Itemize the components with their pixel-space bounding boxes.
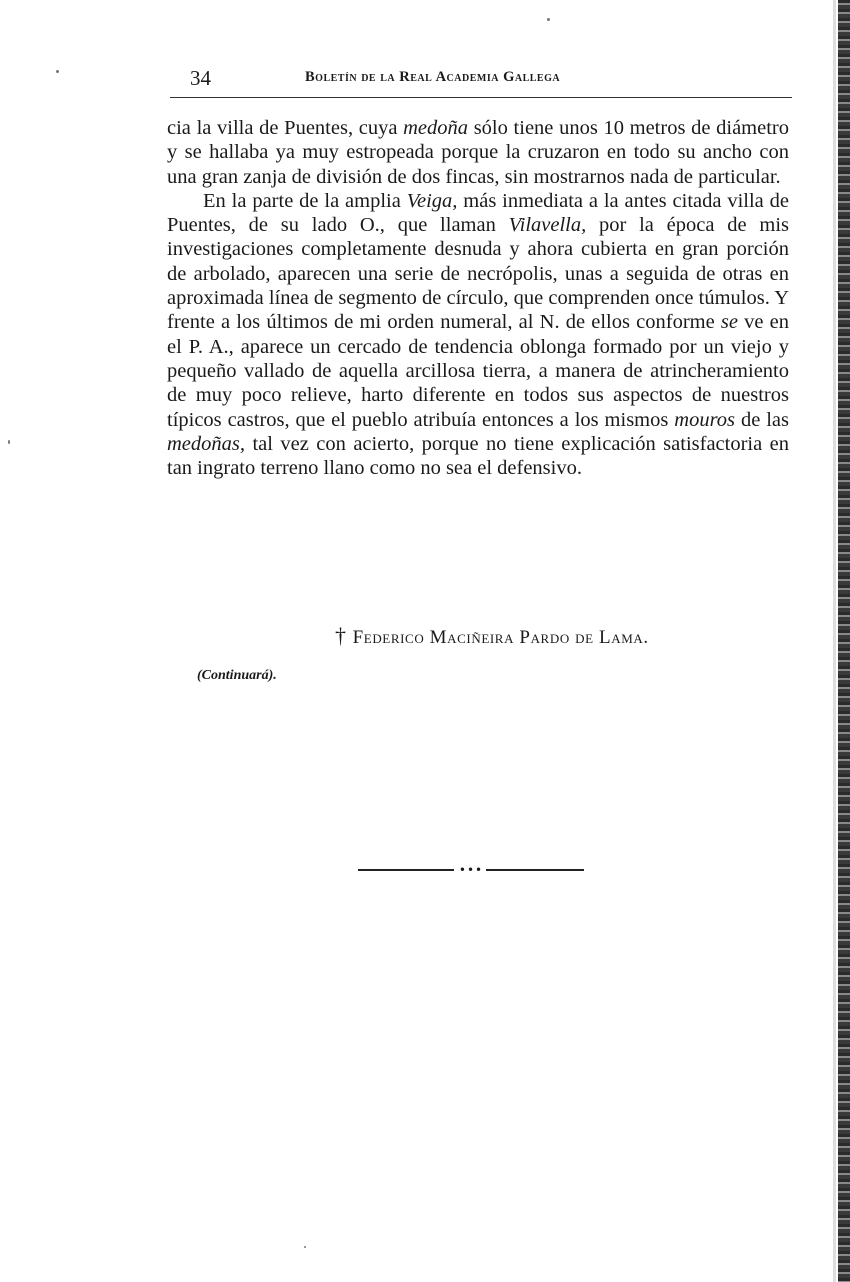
ornament-dots-icon: ••• xyxy=(458,863,484,877)
text-run: cia la villa de Puentes, cuya xyxy=(167,117,404,139)
page-header xyxy=(170,66,790,96)
running-title: Boletín de la Real Academia Gallega xyxy=(305,69,561,85)
page-number: 34 xyxy=(190,66,211,90)
scan-speck xyxy=(304,1246,306,1248)
dagger-icon: † xyxy=(335,623,347,648)
italic-term: mouros xyxy=(674,408,736,431)
page-edge-shadow xyxy=(838,0,850,1282)
continuation-note: (Continuará). xyxy=(197,668,277,683)
scan-speck xyxy=(56,70,59,73)
ornament-line-left xyxy=(358,869,454,871)
scan-speck xyxy=(8,440,10,444)
page-edge-line xyxy=(833,0,836,1282)
paragraph-2 xyxy=(167,189,789,481)
body-text xyxy=(167,116,789,480)
header-rule xyxy=(170,97,792,98)
italic-term: medoña xyxy=(403,117,469,139)
author-name: Federico Maciñeira Pardo de Lama. xyxy=(352,627,649,648)
italic-term: medoñas, xyxy=(167,432,246,455)
text-run: más inmediata a la antes citada villa de Puentes, de su lado O., que llaman xyxy=(167,189,790,237)
author-signature xyxy=(335,623,649,649)
text-run: tal vez con acierto, porque no tiene explicación satisfactoria en tan ingrato terreno llano como no sea el defensivo. xyxy=(167,432,789,480)
text-run: ve en el P. A., aparece un cercado de tendencia oblonga formado por un viejo y pequeño vallado de aquella arcillosa tierra, a manera de atrincheramiento de muy poco relieve, harto diferente en todos sus aspectos de nuestros típicos castros, que el pueblo atribuía entonces a los mismos xyxy=(167,311,789,431)
ornament-line-right xyxy=(486,869,584,871)
text-run: por la época de mis investigaciones completamente desnuda y ahora cubierta en gran porción de arbolado, aparecen una serie de necrópolis, unas a seguida de otras en aproximada línea de segmento de círculo, que comprenden once túmulos. Y frente a los últimos de mi orden numeral, al N. de ellos conforme xyxy=(167,214,790,334)
text-run: En la parte de la amplia xyxy=(203,189,407,212)
italic-term: Vilavella, xyxy=(508,214,587,237)
text-run: de las xyxy=(735,408,789,431)
text-run: sólo tiene unos 10 metros de diámetro y se hallaba ya muy estropeada porque la cruzaron en todo su ancho con una gran zanja de división de dos fincas, sin mostrarnos nada de particular. xyxy=(167,117,789,188)
paragraph-1 xyxy=(167,116,789,189)
italic-term: Veiga, xyxy=(406,189,458,212)
scan-speck xyxy=(547,18,550,21)
italic-term: se xyxy=(720,311,738,334)
section-ornament xyxy=(358,862,584,878)
